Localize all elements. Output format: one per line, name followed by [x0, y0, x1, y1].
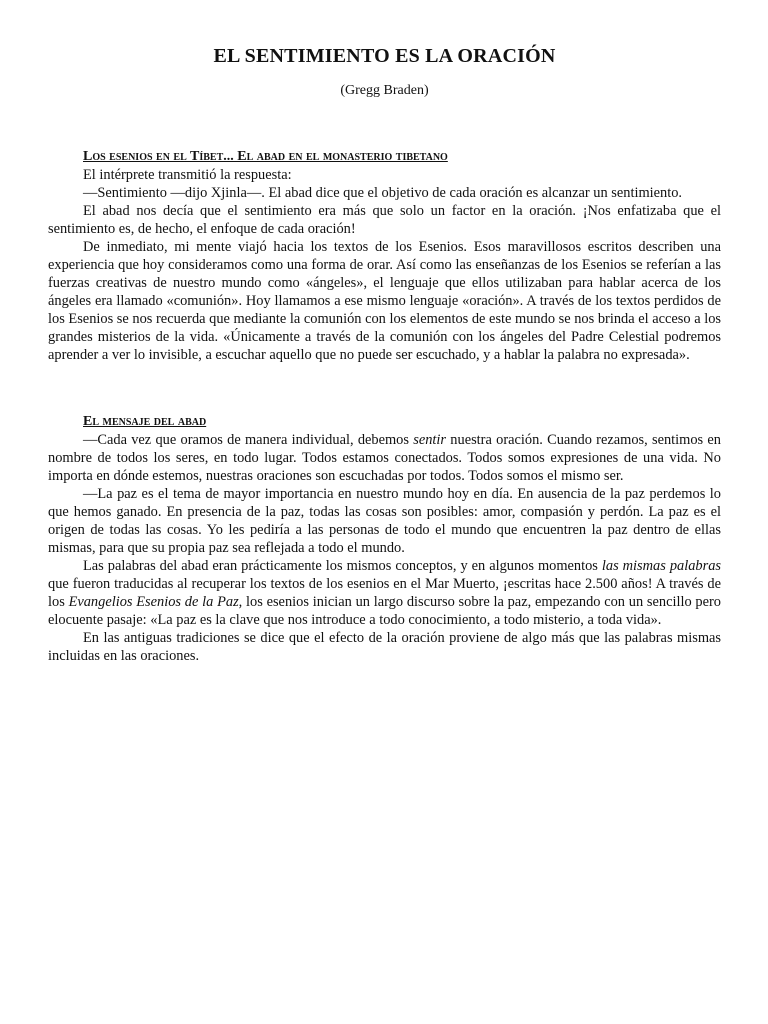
text-run: que fueron traducidas al recuperar los textos de los esenios en el Mar Muerto, ¡escritas hace 2.500 años! A través de los	[48, 576, 721, 610]
paragraph	[48, 202, 721, 238]
document-author: (Gregg Braden)	[340, 83, 429, 98]
italic-text: sentir	[413, 432, 447, 448]
text-run: En las antiguas tradiciones se dice que el efecto de la oración proviene de algo más que las palabras mismas incluidas en las oraciones.	[48, 630, 721, 664]
text-run: El intérprete transmitió la respuesta:	[83, 167, 292, 183]
document-title: EL SENTIMIENTO ES LA ORACIÓN	[213, 45, 556, 67]
text-run: De inmediato, mi mente viajó hacia los textos de los Esenios. Esos maravillosos escritos describen una experiencia que hoy consideramos como una forma de orar. Así como las enseñanzas de los Esenios se referían a las fuerzas creativas de nuestro mundo como «ángeles», el lenguaje que ellos utilizaban para hablar acerca de los ángeles era llamado «comunión». Hoy llamamos a ese mismo lenguaje «oración». A través de los textos perdidos de los Esenios se nos recuerda que mediante la comunión con los elementos de este mundo se nos brinda el acceso a los grandes misterios de la vida. «Únicamente a través de la comunión con los ángeles del Padre Celestial podremos aprender a ver lo invisible, a escuchar aquello que no puede ser escuchado, y a hablar la palabra no expresada».	[48, 239, 721, 363]
text-run: —Sentimiento —dijo Xjinla—. El abad dice que el objetivo de cada oración es alcanzar un sentimiento.	[83, 185, 683, 201]
section-heading-2: El mensaje del abad	[83, 414, 207, 429]
paragraph	[48, 431, 721, 485]
paragraph	[48, 629, 721, 665]
text-run: los esenios inician un largo discurso sobre la paz, empezando con un sencillo pero elocuente pasaje: «La paz es la clave que nos introduce a todo conocimiento, a todo misterio, a toda vida».	[48, 594, 721, 628]
italic-text: Evangelios Esenios de la Paz,	[68, 594, 243, 610]
paragraph	[48, 238, 721, 364]
text-run: El abad nos decía que el sentimiento era más que solo un factor en la oración. ¡Nos enfatizaba que el sentimiento es, de hecho, el enfoque de cada oración!	[48, 203, 721, 237]
paragraph	[48, 166, 721, 184]
text-run: nuestra oración. Cuando rezamos, sentimos en nombre de todos los seres, en todo lugar. Todos estamos conectados. Todos somos expresiones de una vida. No importa en dónde estemos, nuestras oraciones son escuchadas por todos. Todos somos el mismo ser.	[48, 432, 721, 484]
text-run: Las palabras del abad eran prácticamente los mismos conceptos, y en algunos momentos	[83, 558, 602, 574]
paragraph	[48, 485, 721, 557]
section-heading-1: Los esenios en el Tíbet... El abad en el monasterio tibetano	[83, 149, 448, 164]
text-run: —La paz es el tema de mayor importancia en nuestro mundo hoy en día. En ausencia de la paz perdemos lo que hemos ganado. En presencia de la paz, todas las cosas son posibles: amor, compasión y perdón. La paz es el origen de todas las cosas. Yo les pediría a las personas de todo el mundo que encuentren la paz dentro de ellas mismas, para que su propia paz sea reflejada a todo el mundo.	[48, 486, 721, 556]
paragraph	[48, 557, 721, 629]
text-run: —Cada vez que oramos de manera individual, debemos	[83, 432, 414, 448]
italic-text: las mismas palabras	[601, 558, 721, 574]
paragraph	[48, 184, 721, 202]
